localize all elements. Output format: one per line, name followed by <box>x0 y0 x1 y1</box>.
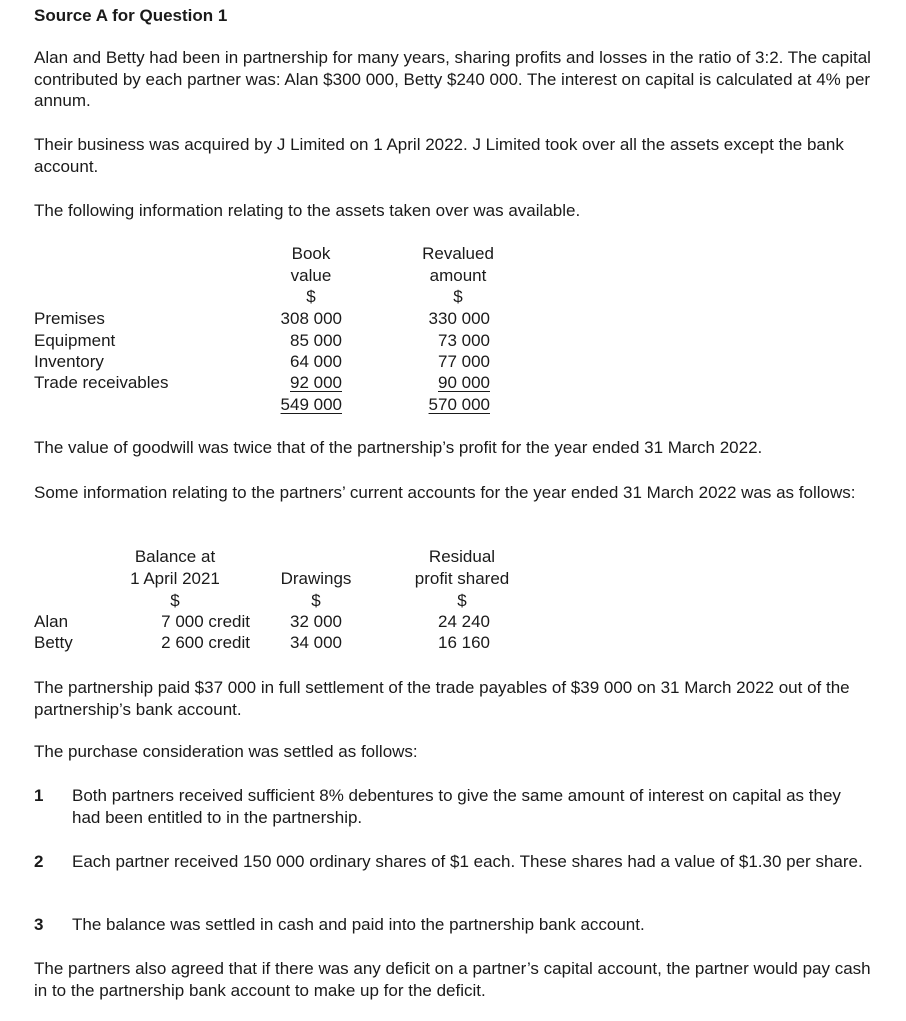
partner-name: Betty <box>34 633 73 652</box>
total-revalued-amount-text: 570 000 <box>428 395 490 414</box>
source-heading: Source A for Question 1 <box>34 6 228 25</box>
book-currency: $ <box>306 287 316 306</box>
revalued-header-line2: amount <box>429 266 487 285</box>
current-accounts-intro: Some information relating to the partners’ current accounts for the year ended 31 March 2022 was as follows: <box>34 483 856 502</box>
asset-book-value <box>252 372 342 394</box>
asset-book-value: 308 000 <box>280 309 342 328</box>
item-text: The balance was settled in cash and paid into the partnership bank account. <box>72 915 645 934</box>
deficit-paragraph: The partners also agreed that if there was any deficit on a partner’s capital account, the partner would pay cash in to the partnership bank account to make up for the deficit. <box>34 959 871 1000</box>
asset-revalued-amount: 77 000 <box>438 352 490 371</box>
revalued-currency: $ <box>453 287 463 306</box>
asset-revalued-amount: 73 000 <box>438 331 490 350</box>
goodwill-paragraph: The value of goodwill was twice that of the partnership’s profit for the year ended 31 March 2022. <box>34 438 763 457</box>
partner-residual-profit: 16 160 <box>438 633 490 652</box>
asset-label: Inventory <box>34 352 104 371</box>
consideration-intro: The purchase consideration was settled as follows: <box>34 742 418 761</box>
book-header-line2: value <box>290 266 332 285</box>
partner-name: Alan <box>34 612 69 631</box>
partner-drawings: 34 000 <box>290 633 342 652</box>
asset-revalued-amount <box>400 372 490 394</box>
item-text: Both partners received sufficient 8% debentures to give the same amount of interest on capital as they had been entitled to in the partnership. <box>72 786 841 827</box>
item-number: 3 <box>34 915 44 934</box>
total-book-value <box>252 394 342 416</box>
total-book-value-text: 549 000 <box>280 395 342 414</box>
total-revalued-amount <box>400 394 490 416</box>
residual-header-line1: Residual <box>428 547 496 566</box>
asset-revalued-amount-text: 90 000 <box>438 373 490 392</box>
asset-label: Equipment <box>34 331 116 350</box>
asset-revalued-amount: 330 000 <box>428 309 490 328</box>
residual-currency: $ <box>457 591 467 610</box>
item-text: Each partner received 150 000 ordinary shares of $1 each. These shares had a value of $1.30 per share. <box>72 852 863 871</box>
asset-book-value: 85 000 <box>290 331 342 350</box>
book-header-line1: Book <box>291 244 331 263</box>
partner-residual-profit: 24 240 <box>438 612 490 631</box>
trade-payables-paragraph: The partnership paid $37 000 in full settlement of the trade payables of $39 000 on 31 March 2022 out of the partnership’s bank account. <box>34 678 850 719</box>
asset-book-value: 64 000 <box>290 352 342 371</box>
balance-currency: $ <box>170 591 180 610</box>
drawings-header: Drawings <box>280 569 352 588</box>
asset-label: Premises <box>34 309 105 328</box>
intro-paragraph: Alan and Betty had been in partnership for many years, sharing profits and losses in the ratio of 3:2. The capital contributed by each partner was: Alan $300 000, Betty $240 000. The interest on capital is calculated at 4% per annum. <box>34 48 871 110</box>
item-number: 2 <box>34 852 44 871</box>
balance-header-line1: Balance at <box>134 547 216 566</box>
balance-header-line2: 1 April 2021 <box>130 569 220 588</box>
asset-label: Trade receivables <box>34 373 169 392</box>
drawings-currency: $ <box>311 591 321 610</box>
partner-balance: 2 600 credit <box>161 633 250 652</box>
partner-balance: 7 000 credit <box>161 612 250 631</box>
item-number: 1 <box>34 786 44 805</box>
assets-intro-paragraph: The following information relating to the assets taken over was available. <box>34 201 581 220</box>
partner-drawings: 32 000 <box>290 612 342 631</box>
asset-book-value-text: 92 000 <box>290 373 342 392</box>
acquisition-paragraph: Their business was acquired by J Limited on 1 April 2022. J Limited took over all the assets except the bank account. <box>34 135 844 176</box>
residual-header-line2: profit shared <box>414 569 510 588</box>
revalued-header-line1: Revalued <box>422 244 494 263</box>
